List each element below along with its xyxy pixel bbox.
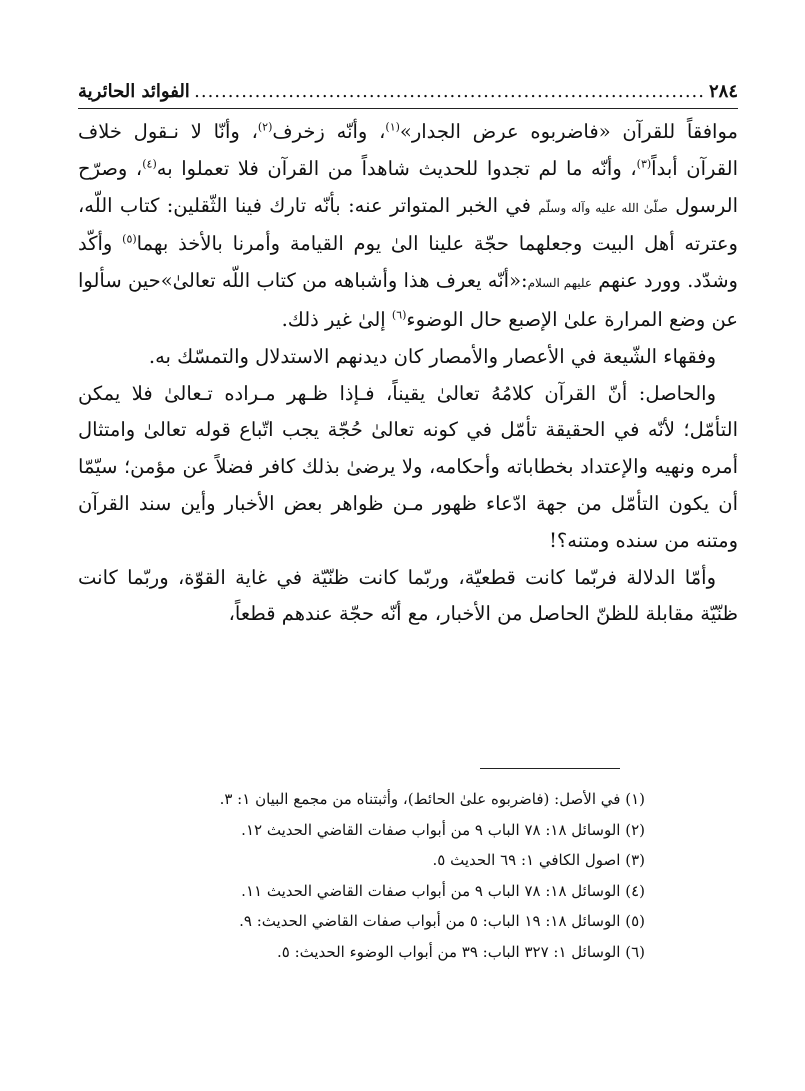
p1-text-c: ، وأنّا لا نـقول خلاف القرآن أبداً [78,120,738,180]
footnote-separator [480,768,620,769]
p1-text-f: في الخبر المتواتر عنه: بأنّه تارك فينا الثّقلين: كتاب اللّه، وعترته أهل البيت وجعلهما حجّة علينا الىٰ يوم القيامة وأمرنا بالأخذ بهما [78,193,738,256]
p1-text-a: موافقاً للقرآن «فاضربوه عرض الجدار» [399,120,738,143]
p1-text-e: ، وصرّح الرسول [78,156,738,217]
p1-text-i: إلىٰ غير ذلك. [281,307,392,331]
p1-text-b: ، وأنّه زخرف [272,120,386,143]
footnote-ref-5[interactable]: (٥) [122,232,137,246]
footnote-3: (٣) اصول الكافي ١: ٦٩ الحديث ٥. [432,851,645,869]
footnote-5: (٥) الوسائل ١٨: ١٩ الباب: ٥ من أبواب صفات القاضي الحديث: ٩. [239,912,645,930]
footnotes [100,784,645,967]
footnote-2: (٢) الوسائل ١٨: ٧٨ الباب ٩ من أبواب صفات القاضي الحديث ١٢. [241,820,645,839]
footnote-ref-4[interactable]: (٤) [142,157,157,171]
header-rule [78,108,738,109]
paragraph-4: وأمّا الدلالة فربّما كانت قطعيّة، وربّما كانت ظنّيّة في غاية القوّة، وربّما كانت ظنّيّة مقابلة للظنّ الحاصل من الأخبار، مع أنّه حجّة عندهم قطعاً، [78,565,738,626]
page-number: ٢٨٤ [708,80,738,102]
header-leader-dots [194,81,705,102]
p1-text-h: :«أنّه يعرف هذا وأشباهه من كتاب اللّه تعالىٰ»حين سألوا عن وضع المرارة علىٰ الإصبع حال الوضوء [78,269,738,331]
paragraph-2: وفقهاء الشّيعة في الأعصار والأمصار كان ديدنهم الاستدلال والتمسّك به. [148,344,716,368]
footnote-6: (٦) الوسائل ١: ٣٢٧ الباب: ٣٩ من أبواب الوضوء الحديث: ٥. [276,942,645,961]
paragraph-3: والحاصل: أنّ القرآن كلامُهُ تعالىٰ يقيناً، فـإذا ظـهر مـراده تـعالىٰ فلا يمكن التأمّل؛ لأنّه في الحقيقة تأمّل في كونه تعالىٰ حُجّة يجب اتّباع قوله تعالىٰ وامتثال أمره ونهيه والإعتداد بخطاباته وأحكامه، ولا يرضىٰ بذلك كافر فضلاً عن مؤمن؛ سيّمّا أن يكون التأمّل من جهة ادّعاء ظهور مـن ظواهر بعض الأخبار وأين سند القرآن ومتنه من سنده ومتنه؟! [78,381,738,552]
book-title: الفوائد الحائرية [78,80,190,102]
paragraph-1 [78,114,738,339]
footnote-ref-2[interactable]: (٢) [257,120,273,134]
footnote-ref-3[interactable]: (٣) [636,157,652,171]
footnote-1: (١) في الأصل: (فاضربوه علىٰ الحائط)، وأثبتناه من مجمع البيان ١: ٣. [219,790,645,808]
footnote-ref-1[interactable]: (١) [385,120,400,134]
footnote-ref-6[interactable]: (٦) [391,308,407,322]
salam-honorific: عليهم السلام [527,276,592,291]
salawat-honorific: صلّىٰ الله عليه وآله وسلّم [538,200,668,215]
footnote-4: (٤) الوسائل ١٨: ٧٨ الباب ٩ من أبواب صفات القاضي الحديث ١١. [241,881,645,900]
running-header [78,74,738,108]
main-text [78,114,738,633]
p1-text-g: وأكّد وشدّد. وورد عنهم [78,232,738,293]
p1-text-d: ، وأنّه ما لم تجدوا للحديث شاهداً من القرآن فلا تعملوا به [156,156,637,180]
